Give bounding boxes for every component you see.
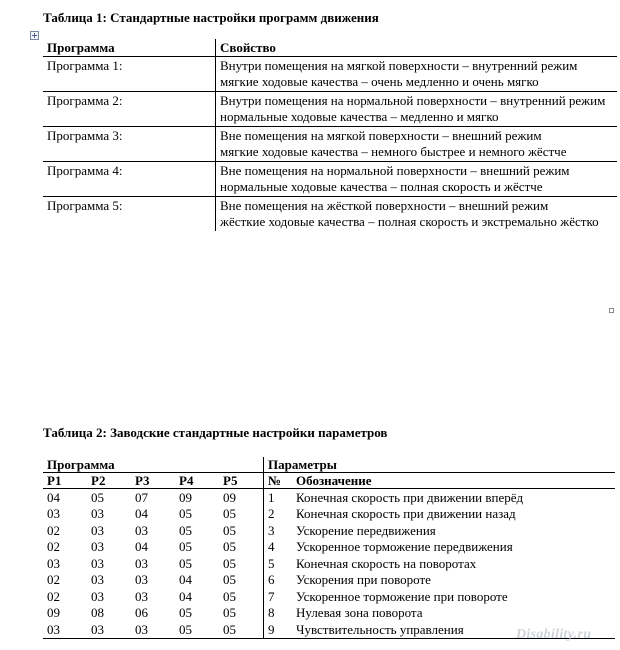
program-cell: Программа 2:: [43, 92, 216, 127]
param-number-cell: 4: [268, 539, 275, 555]
p5-cell: 05: [219, 522, 264, 539]
p4-cell: 09: [179, 489, 192, 505]
property-line: мягкие ходовые качества – немного быстрее и немного жёстче: [220, 144, 567, 159]
col-header-p5: P5: [219, 473, 264, 489]
p1-cell: 02: [47, 539, 60, 555]
param-number-cell: 3: [268, 522, 275, 538]
table-row: [43, 555, 615, 572]
param-number-cell: 6: [268, 572, 275, 588]
property-cell: [216, 162, 618, 197]
property-line: нормальные ходовые качества – медленно и мягко: [220, 109, 499, 124]
param-label-cell: Конечная скорость при движении вперёд: [296, 489, 524, 505]
table-row: [43, 162, 617, 197]
property-line: Внутри помещения на нормальной поверхности – внутренний режим: [220, 93, 606, 108]
p1-cell: 02: [47, 522, 60, 538]
p2-cell: 03: [91, 555, 104, 571]
col-header-number: №: [264, 473, 293, 489]
p4-cell: 05: [179, 522, 192, 538]
table-row: [43, 605, 615, 622]
param-number-cell: 2: [268, 506, 275, 522]
p5-cell: 05: [219, 539, 264, 556]
program-cell: Программа 3:: [43, 127, 216, 162]
table-row: [43, 127, 617, 162]
p2-cell: 03: [91, 572, 104, 588]
param-label-cell: Ускорения при повороте: [296, 572, 431, 588]
property-cell: [216, 57, 618, 92]
property-line: мягкие ходовые качества – очень медленно и очень мягко: [220, 74, 539, 89]
param-number-cell: 8: [268, 605, 275, 621]
col-header-p3: P3: [131, 473, 175, 489]
p2-cell: 05: [91, 489, 104, 505]
param-label-cell: Ускоренное торможение передвижения: [296, 539, 513, 555]
p1-cell: 02: [47, 588, 60, 604]
table-move-handle-icon[interactable]: [30, 31, 39, 40]
p3-cell: 07: [135, 489, 148, 505]
p5-cell: 05: [219, 605, 264, 622]
p3-cell: 03: [131, 621, 175, 638]
program-cell: Программа 4:: [43, 162, 216, 197]
param-label-cell: Ускоренное торможение при повороте: [296, 588, 508, 604]
p1-cell: 03: [43, 621, 87, 638]
table2-caption: Таблица 2: Заводские стандартные настройки параметров: [43, 425, 388, 440]
param-number-cell: 9: [264, 621, 293, 638]
p5-cell: 05: [219, 588, 264, 605]
p5-cell: 05: [219, 555, 264, 572]
table-row: [43, 539, 615, 556]
p4-cell: 05: [175, 621, 219, 638]
p4-cell: 05: [179, 555, 192, 571]
table-row: [43, 522, 615, 539]
property-cell: [216, 127, 618, 162]
p4-cell: 05: [179, 539, 192, 555]
p1-cell: 03: [47, 555, 60, 571]
property-line: Вне помещения на жёсткой поверхности – внешний режим: [220, 198, 549, 213]
table-resize-handle-icon[interactable]: [609, 308, 614, 313]
table2-header-program: Программа: [43, 457, 264, 473]
table-row: [43, 572, 615, 589]
p2-cell: 03: [91, 588, 104, 604]
col-header-designation: Обозначение: [292, 473, 615, 489]
p3-cell: 03: [135, 555, 148, 571]
p1-cell: 02: [47, 572, 60, 588]
table-row: [43, 57, 617, 92]
param-number-cell: 1: [268, 489, 275, 505]
table2-group-header-row: [43, 457, 615, 473]
table-row: [43, 588, 615, 605]
p1-cell: 04: [47, 489, 60, 505]
p3-cell: 03: [135, 522, 148, 538]
param-label-cell: Нулевая зона поворота: [296, 605, 423, 621]
p3-cell: 03: [135, 572, 148, 588]
table-row: [43, 92, 617, 127]
property-line: Внутри помещения на мягкой поверхности – внутренний режим: [220, 58, 578, 73]
p4-cell: 05: [179, 506, 192, 522]
property-line: жёсткие ходовые качества – полная скорость и экстремально жёстко: [220, 214, 599, 229]
table2-column-header-row: [43, 473, 615, 489]
p5-cell: 09: [219, 489, 264, 506]
param-label-cell: Ускорение передвижения: [296, 522, 436, 538]
p2-cell: 03: [91, 506, 104, 522]
table1-header-property: Свойство: [216, 39, 618, 57]
p4-cell: 05: [179, 605, 192, 621]
table1: [43, 39, 617, 231]
table1-header-row: [43, 39, 617, 57]
col-header-p4: P4: [175, 473, 219, 489]
param-number-cell: 7: [268, 588, 275, 604]
param-number-cell: 5: [268, 555, 275, 571]
table1-header-program: Программа: [43, 39, 216, 57]
p3-cell: 03: [135, 588, 148, 604]
p4-cell: 04: [179, 572, 192, 588]
property-line: Вне помещения на нормальной поверхности – внешний режим: [220, 163, 570, 178]
p3-cell: 06: [135, 605, 148, 621]
table1-caption: Таблица 1: Стандартные настройки программ движения: [43, 10, 379, 25]
p2-cell: 03: [87, 621, 131, 638]
table2-header-params: Параметры: [264, 457, 616, 473]
p1-cell: 03: [47, 506, 60, 522]
param-label-cell: Чувствительность управления: [292, 621, 615, 638]
p3-cell: 04: [135, 539, 148, 555]
table-row: [43, 197, 617, 232]
table-row: [43, 489, 615, 506]
program-cell: Программа 1:: [43, 57, 216, 92]
property-cell: [216, 92, 618, 127]
col-header-p2: P2: [87, 473, 131, 489]
p1-cell: 09: [47, 605, 60, 621]
table2: [43, 457, 615, 639]
table-row: [43, 506, 615, 523]
property-cell: [216, 197, 618, 232]
p5-cell: 05: [219, 506, 264, 523]
col-header-p1: P1: [43, 473, 87, 489]
p4-cell: 04: [179, 588, 192, 604]
watermark: Disability.ru: [516, 627, 592, 642]
property-line: нормальные ходовые качества – полная скорость и жёстче: [220, 179, 543, 194]
p5-cell: 05: [219, 621, 264, 638]
p3-cell: 04: [135, 506, 148, 522]
program-cell: Программа 5:: [43, 197, 216, 232]
property-line: Вне помещения на мягкой поверхности – внешний режим: [220, 128, 542, 143]
param-label-cell: Конечная скорость при движении назад: [296, 506, 516, 522]
p2-cell: 08: [91, 605, 104, 621]
param-label-cell: Конечная скорость на поворотах: [296, 555, 477, 571]
p5-cell: 05: [219, 572, 264, 589]
p2-cell: 03: [91, 522, 104, 538]
p2-cell: 03: [91, 539, 104, 555]
